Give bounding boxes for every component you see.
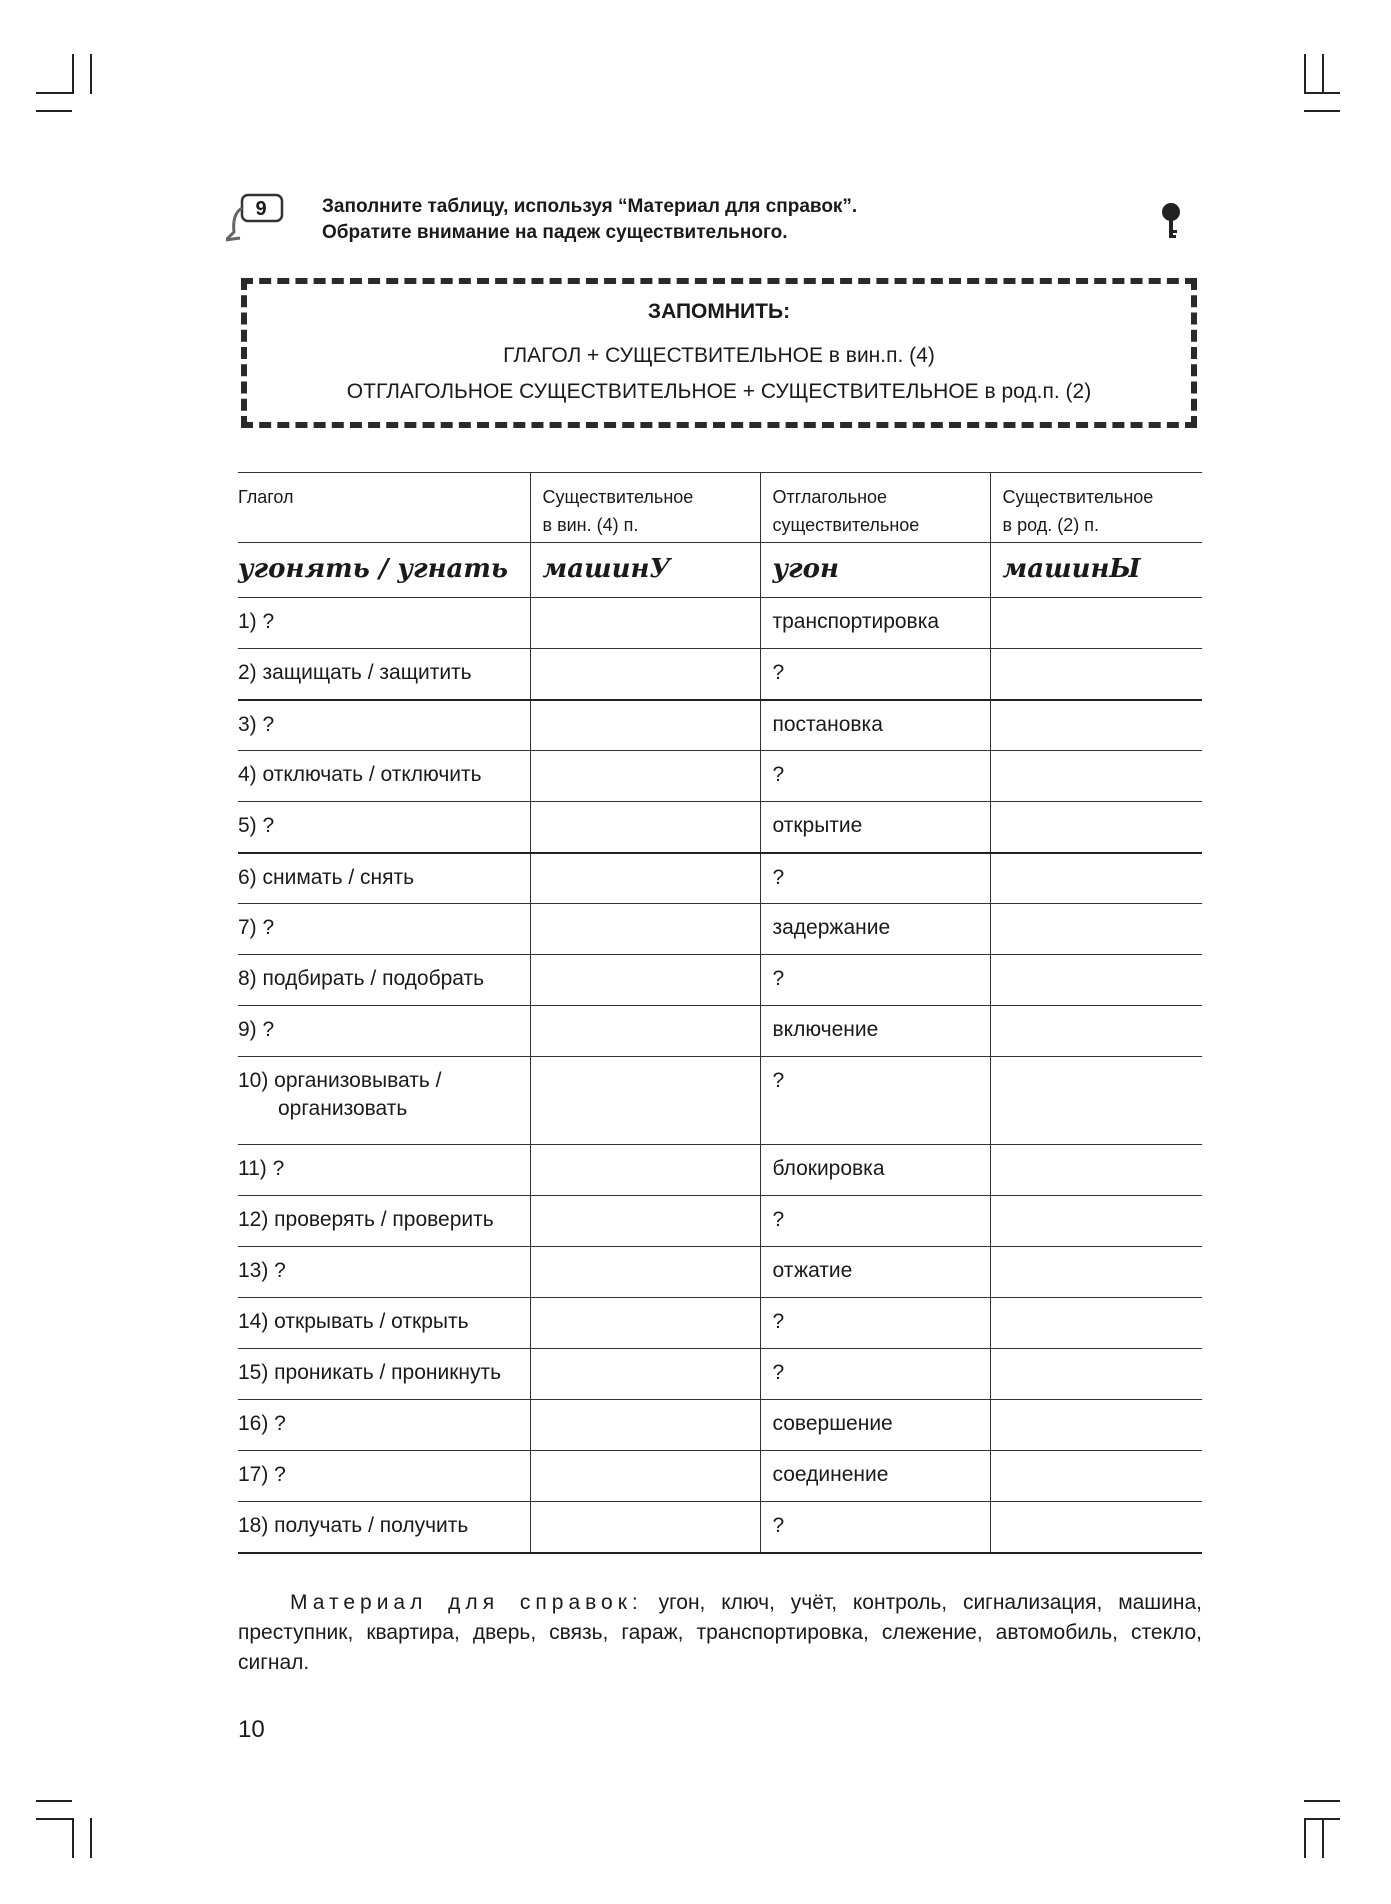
table-row	[238, 802, 1202, 853]
task-instructions	[322, 194, 857, 246]
crop-mark	[36, 1800, 72, 1802]
reference-material	[238, 1588, 1202, 1678]
verbal-noun-cell: открытие	[760, 802, 990, 853]
crop-mark	[1304, 54, 1306, 94]
crop-mark	[72, 54, 74, 94]
verb-cell: 15) проникать / проникнуть	[238, 1349, 530, 1400]
verb-cell: 13) ?	[238, 1247, 530, 1298]
blank-answer-cell[interactable]	[530, 1451, 760, 1502]
crop-mark	[72, 1818, 74, 1858]
blank-answer-cell[interactable]	[530, 1400, 760, 1451]
verb-cell: 6) снимать / снять	[238, 853, 530, 904]
reference-material-lead: Материал для справок:	[290, 1591, 643, 1614]
verbal-noun-cell: транспортировка	[760, 598, 990, 649]
header-noun-accusative: Существительное в вин. (4) п.	[530, 473, 760, 543]
task-line-2: Обратите внимание на падеж существительного.	[322, 222, 788, 243]
blank-answer-cell[interactable]	[530, 1006, 760, 1057]
table-row	[238, 1502, 1202, 1553]
table-row	[238, 1247, 1202, 1298]
verbal-noun-cell: ?	[760, 955, 990, 1006]
table-header-row	[238, 473, 1202, 543]
verb-cell: 7) ?	[238, 904, 530, 955]
verb-cell: 9) ?	[238, 1006, 530, 1057]
remember-title: ЗАПОМНИТЬ:	[647, 300, 791, 323]
example-noun-genitive: машинЫ	[990, 543, 1202, 598]
blank-answer-cell[interactable]	[530, 1057, 760, 1145]
blank-answer-cell[interactable]	[530, 955, 760, 1006]
blank-answer-cell[interactable]	[530, 1145, 760, 1196]
page-number: 10	[238, 1716, 265, 1743]
table-row	[238, 1400, 1202, 1451]
blank-answer-cell[interactable]	[530, 1502, 760, 1553]
example-row	[238, 543, 1202, 598]
blank-answer-cell[interactable]	[990, 1502, 1202, 1553]
blank-answer-cell[interactable]	[530, 1298, 760, 1349]
crop-mark	[1322, 54, 1324, 94]
verbal-noun-cell: ?	[760, 853, 990, 904]
verbal-noun-cell: ?	[760, 1349, 990, 1400]
crop-mark	[36, 1818, 72, 1820]
verb-cell: 11) ?	[238, 1145, 530, 1196]
crop-mark	[1304, 1800, 1340, 1802]
task-header	[226, 192, 1206, 252]
verbal-noun-cell: включение	[760, 1006, 990, 1057]
blank-answer-cell[interactable]	[990, 1145, 1202, 1196]
exercise-table	[238, 472, 1202, 1554]
remember-rule-1: ГЛАГОЛ + СУЩЕСТВИТЕЛЬНОЕ в вин.п. (4)	[503, 344, 935, 367]
blank-answer-cell[interactable]	[530, 649, 760, 700]
verbal-noun-cell: ?	[760, 1298, 990, 1349]
blank-answer-cell[interactable]	[990, 1400, 1202, 1451]
table-row	[238, 1196, 1202, 1247]
verbal-noun-cell: совершение	[760, 1400, 990, 1451]
remember-box	[241, 278, 1197, 428]
blank-answer-cell[interactable]	[990, 1298, 1202, 1349]
example-noun-accusative: машинУ	[530, 543, 760, 598]
blank-answer-cell[interactable]	[530, 802, 760, 853]
header-verb: Глагол	[238, 473, 530, 543]
table-row	[238, 1057, 1202, 1145]
reference-material-words: угон, ключ, учёт, контроль, сигнализация, машина, преступник, квартира, дверь, связь, гараж, транспортировка, слежение, автомобиль, стекло, сигнал.	[238, 1591, 1202, 1674]
example-verbal-noun: угон	[760, 543, 990, 598]
blank-answer-cell[interactable]	[990, 1006, 1202, 1057]
verb-cell: 1) ?	[238, 598, 530, 649]
verbal-noun-cell: ?	[760, 649, 990, 700]
verbal-noun-cell: соединение	[760, 1451, 990, 1502]
verbal-noun-cell: ?	[760, 1196, 990, 1247]
crop-mark	[90, 1818, 92, 1858]
blank-answer-cell[interactable]	[990, 904, 1202, 955]
crop-mark	[90, 54, 92, 94]
crop-mark	[1322, 1818, 1324, 1858]
table-row	[238, 700, 1202, 751]
blank-answer-cell[interactable]	[990, 1247, 1202, 1298]
blank-answer-cell[interactable]	[990, 853, 1202, 904]
crop-mark	[1304, 110, 1340, 112]
verb-cell: 8) подбирать / подобрать	[238, 955, 530, 1006]
verbal-noun-cell: ?	[760, 1502, 990, 1553]
table-row	[238, 751, 1202, 802]
verbal-noun-cell: задержание	[760, 904, 990, 955]
table-row	[238, 853, 1202, 904]
blank-answer-cell[interactable]	[530, 751, 760, 802]
verb-cell: 14) открывать / открыть	[238, 1298, 530, 1349]
blank-answer-cell[interactable]	[530, 904, 760, 955]
table-row	[238, 955, 1202, 1006]
table-row	[238, 1349, 1202, 1400]
verb-cell: 2) защищать / защитить	[238, 649, 530, 700]
remember-rule-2: ОТГЛАГОЛЬНОЕ СУЩЕСТВИТЕЛЬНОЕ + СУЩЕСТВИТЕЛЬНОЕ в род.п. (2)	[346, 380, 1092, 403]
blank-answer-cell[interactable]	[990, 751, 1202, 802]
table-row	[238, 649, 1202, 700]
blank-answer-cell[interactable]	[530, 853, 760, 904]
blank-answer-cell[interactable]	[990, 1057, 1202, 1145]
table-row	[238, 1145, 1202, 1196]
verb-cell: 18) получать / получить	[238, 1502, 530, 1553]
table-row	[238, 1006, 1202, 1057]
verbal-noun-cell: ?	[760, 751, 990, 802]
task-line-1: Заполните таблицу, используя “Материал для справок”.	[322, 196, 858, 217]
verb-cell: 10) организовывать / организовать	[238, 1057, 530, 1145]
blank-answer-cell[interactable]	[530, 1196, 760, 1247]
blank-answer-cell[interactable]	[990, 700, 1202, 751]
header-noun-genitive: Существительное в род. (2) п.	[990, 473, 1202, 543]
verbal-noun-cell: постановка	[760, 700, 990, 751]
verb-cell: 16) ?	[238, 1400, 530, 1451]
blank-answer-cell[interactable]	[990, 598, 1202, 649]
blank-answer-cell[interactable]	[990, 802, 1202, 853]
key-icon	[1160, 202, 1182, 242]
crop-mark	[36, 92, 72, 94]
blank-answer-cell[interactable]	[530, 1247, 760, 1298]
blank-answer-cell[interactable]	[990, 1349, 1202, 1400]
verb-cell: 4) отключать / отключить	[238, 751, 530, 802]
verb-cell: 3) ?	[238, 700, 530, 751]
verbal-noun-cell: блокировка	[760, 1145, 990, 1196]
table-row	[238, 598, 1202, 649]
verb-cell: 17) ?	[238, 1451, 530, 1502]
blank-answer-cell[interactable]	[990, 955, 1202, 1006]
blank-answer-cell[interactable]	[990, 649, 1202, 700]
header-verbal-noun: Отглагольное существительное	[760, 473, 990, 543]
blank-answer-cell[interactable]	[530, 700, 760, 751]
blank-answer-cell[interactable]	[990, 1451, 1202, 1502]
table-row	[238, 1298, 1202, 1349]
crop-mark	[36, 110, 72, 112]
verbal-noun-cell: ?	[760, 1057, 990, 1145]
verbal-noun-cell: отжатие	[760, 1247, 990, 1298]
blank-answer-cell[interactable]	[530, 1349, 760, 1400]
table-row	[238, 904, 1202, 955]
crop-mark	[1304, 1818, 1306, 1858]
blank-answer-cell[interactable]	[530, 598, 760, 649]
blank-answer-cell[interactable]	[990, 1196, 1202, 1247]
verb-cell: 5) ?	[238, 802, 530, 853]
table-row	[238, 1451, 1202, 1502]
example-verb: угонять / угнать	[238, 543, 530, 598]
verb-cell: 12) проверять / проверить	[238, 1196, 530, 1247]
task-number: 9	[255, 198, 267, 220]
